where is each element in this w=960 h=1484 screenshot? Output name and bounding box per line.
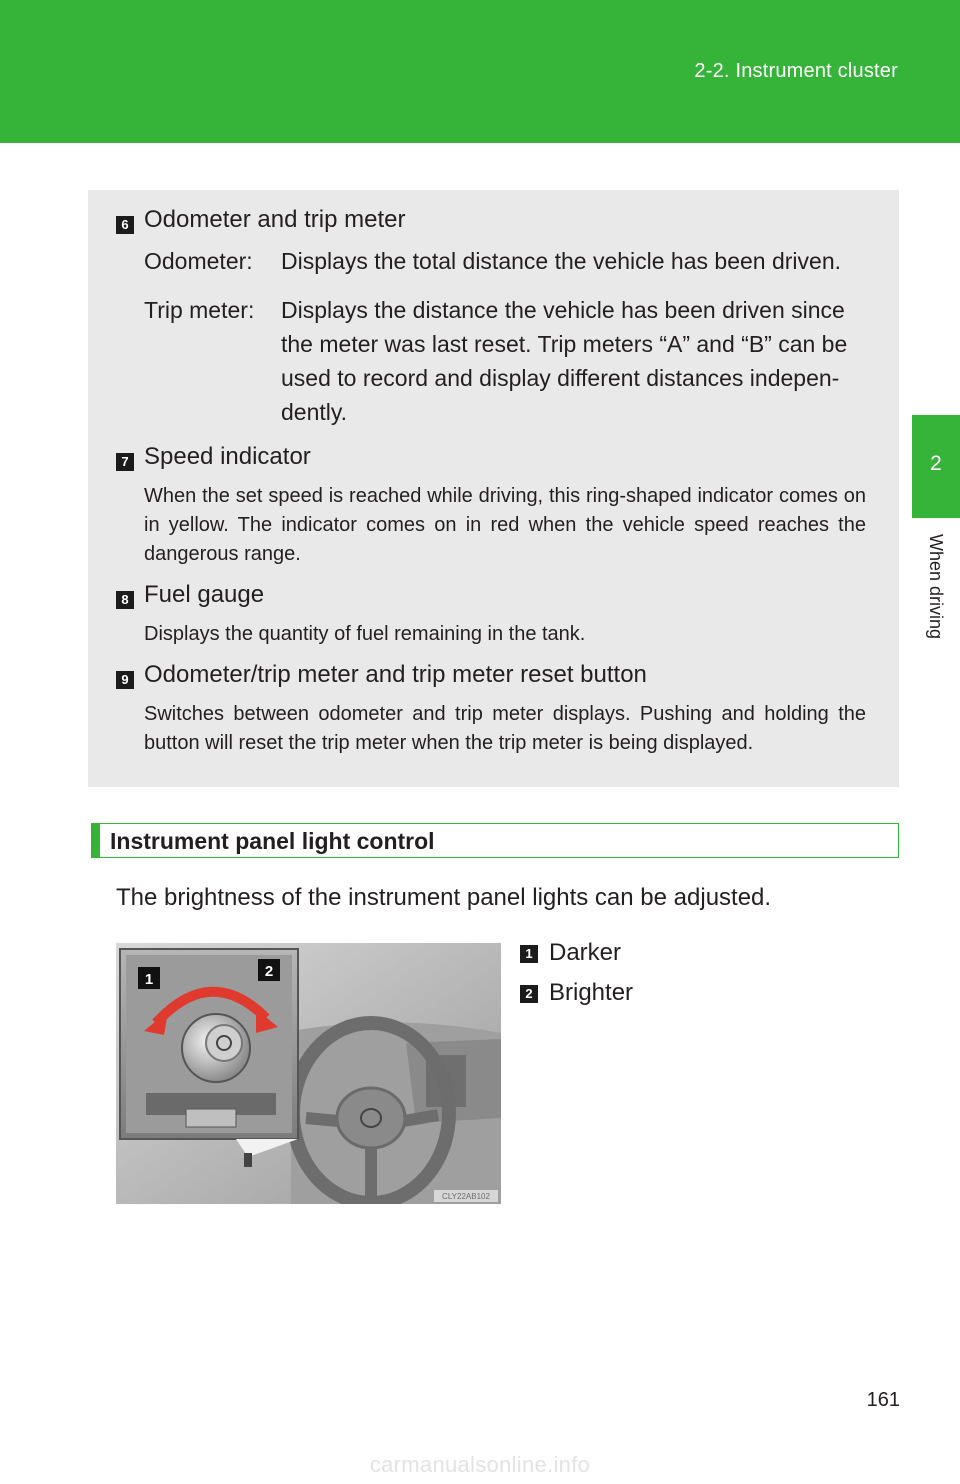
row-value-line: used to record and display different distances indepen- (281, 365, 840, 391)
item-marker: 7 (116, 453, 134, 471)
page-number: 161 (866, 1389, 900, 1411)
section-title: Instrument panel light control (110, 828, 435, 854)
legend-marker: 1 (520, 945, 538, 963)
page-header (0, 0, 960, 143)
item-title: Fuel gauge (144, 581, 265, 608)
item-description: Switches between odometer and trip meter displays. Pushing and holding the button will reset the trip meter when the trip meter is being displayed. (144, 703, 866, 754)
legend-label: Darker (549, 939, 622, 966)
row-value-line: Displays the distance the vehicle has been driven since (281, 297, 845, 323)
legend-marker: 2 (520, 985, 538, 1003)
legend-label: Brighter (549, 979, 634, 1006)
row-value-line: dently. (281, 399, 348, 425)
item-description: Displays the quantity of fuel remaining in the tank. (144, 623, 586, 645)
section-intro: The brightness of the instrument panel lights can be adjusted. (116, 884, 772, 911)
item-title: Odometer/trip meter and trip meter reset button (144, 661, 647, 688)
item-marker: 9 (116, 671, 134, 689)
chapter-label: When driving (926, 534, 946, 640)
row-value: Displays the total distance the vehicle has been driven. (281, 248, 841, 274)
item-marker: 8 (116, 591, 134, 609)
watermark: carmanualsonline.info (369, 1452, 591, 1477)
section-heading (91, 823, 899, 858)
item-title: Odometer and trip meter (144, 206, 406, 233)
item-description: When the set speed is reached while driving, this ring-shaped indicator comes on in yellow. The indicator comes on in red when the vehicle speed reaches the dangerous range. (144, 485, 866, 565)
row-key: Trip meter: (144, 297, 255, 323)
section-accent (92, 824, 100, 857)
item-marker: 6 (116, 216, 134, 234)
dimmer-illustration (116, 943, 501, 1204)
callout-1: 1 (144, 971, 154, 988)
callout-2: 2 (264, 963, 274, 980)
item-title: Speed indicator (144, 443, 311, 470)
row-key: Odometer: (144, 248, 253, 274)
row-value-line: the meter was last reset. Trip meters “A” and “B” can be (281, 331, 848, 357)
chapter-number: 2 (930, 452, 942, 475)
info-box (88, 190, 899, 787)
figure-code: CLY22AB102 (442, 1192, 490, 1201)
chapter-title: 2-2. Instrument cluster (694, 60, 898, 82)
